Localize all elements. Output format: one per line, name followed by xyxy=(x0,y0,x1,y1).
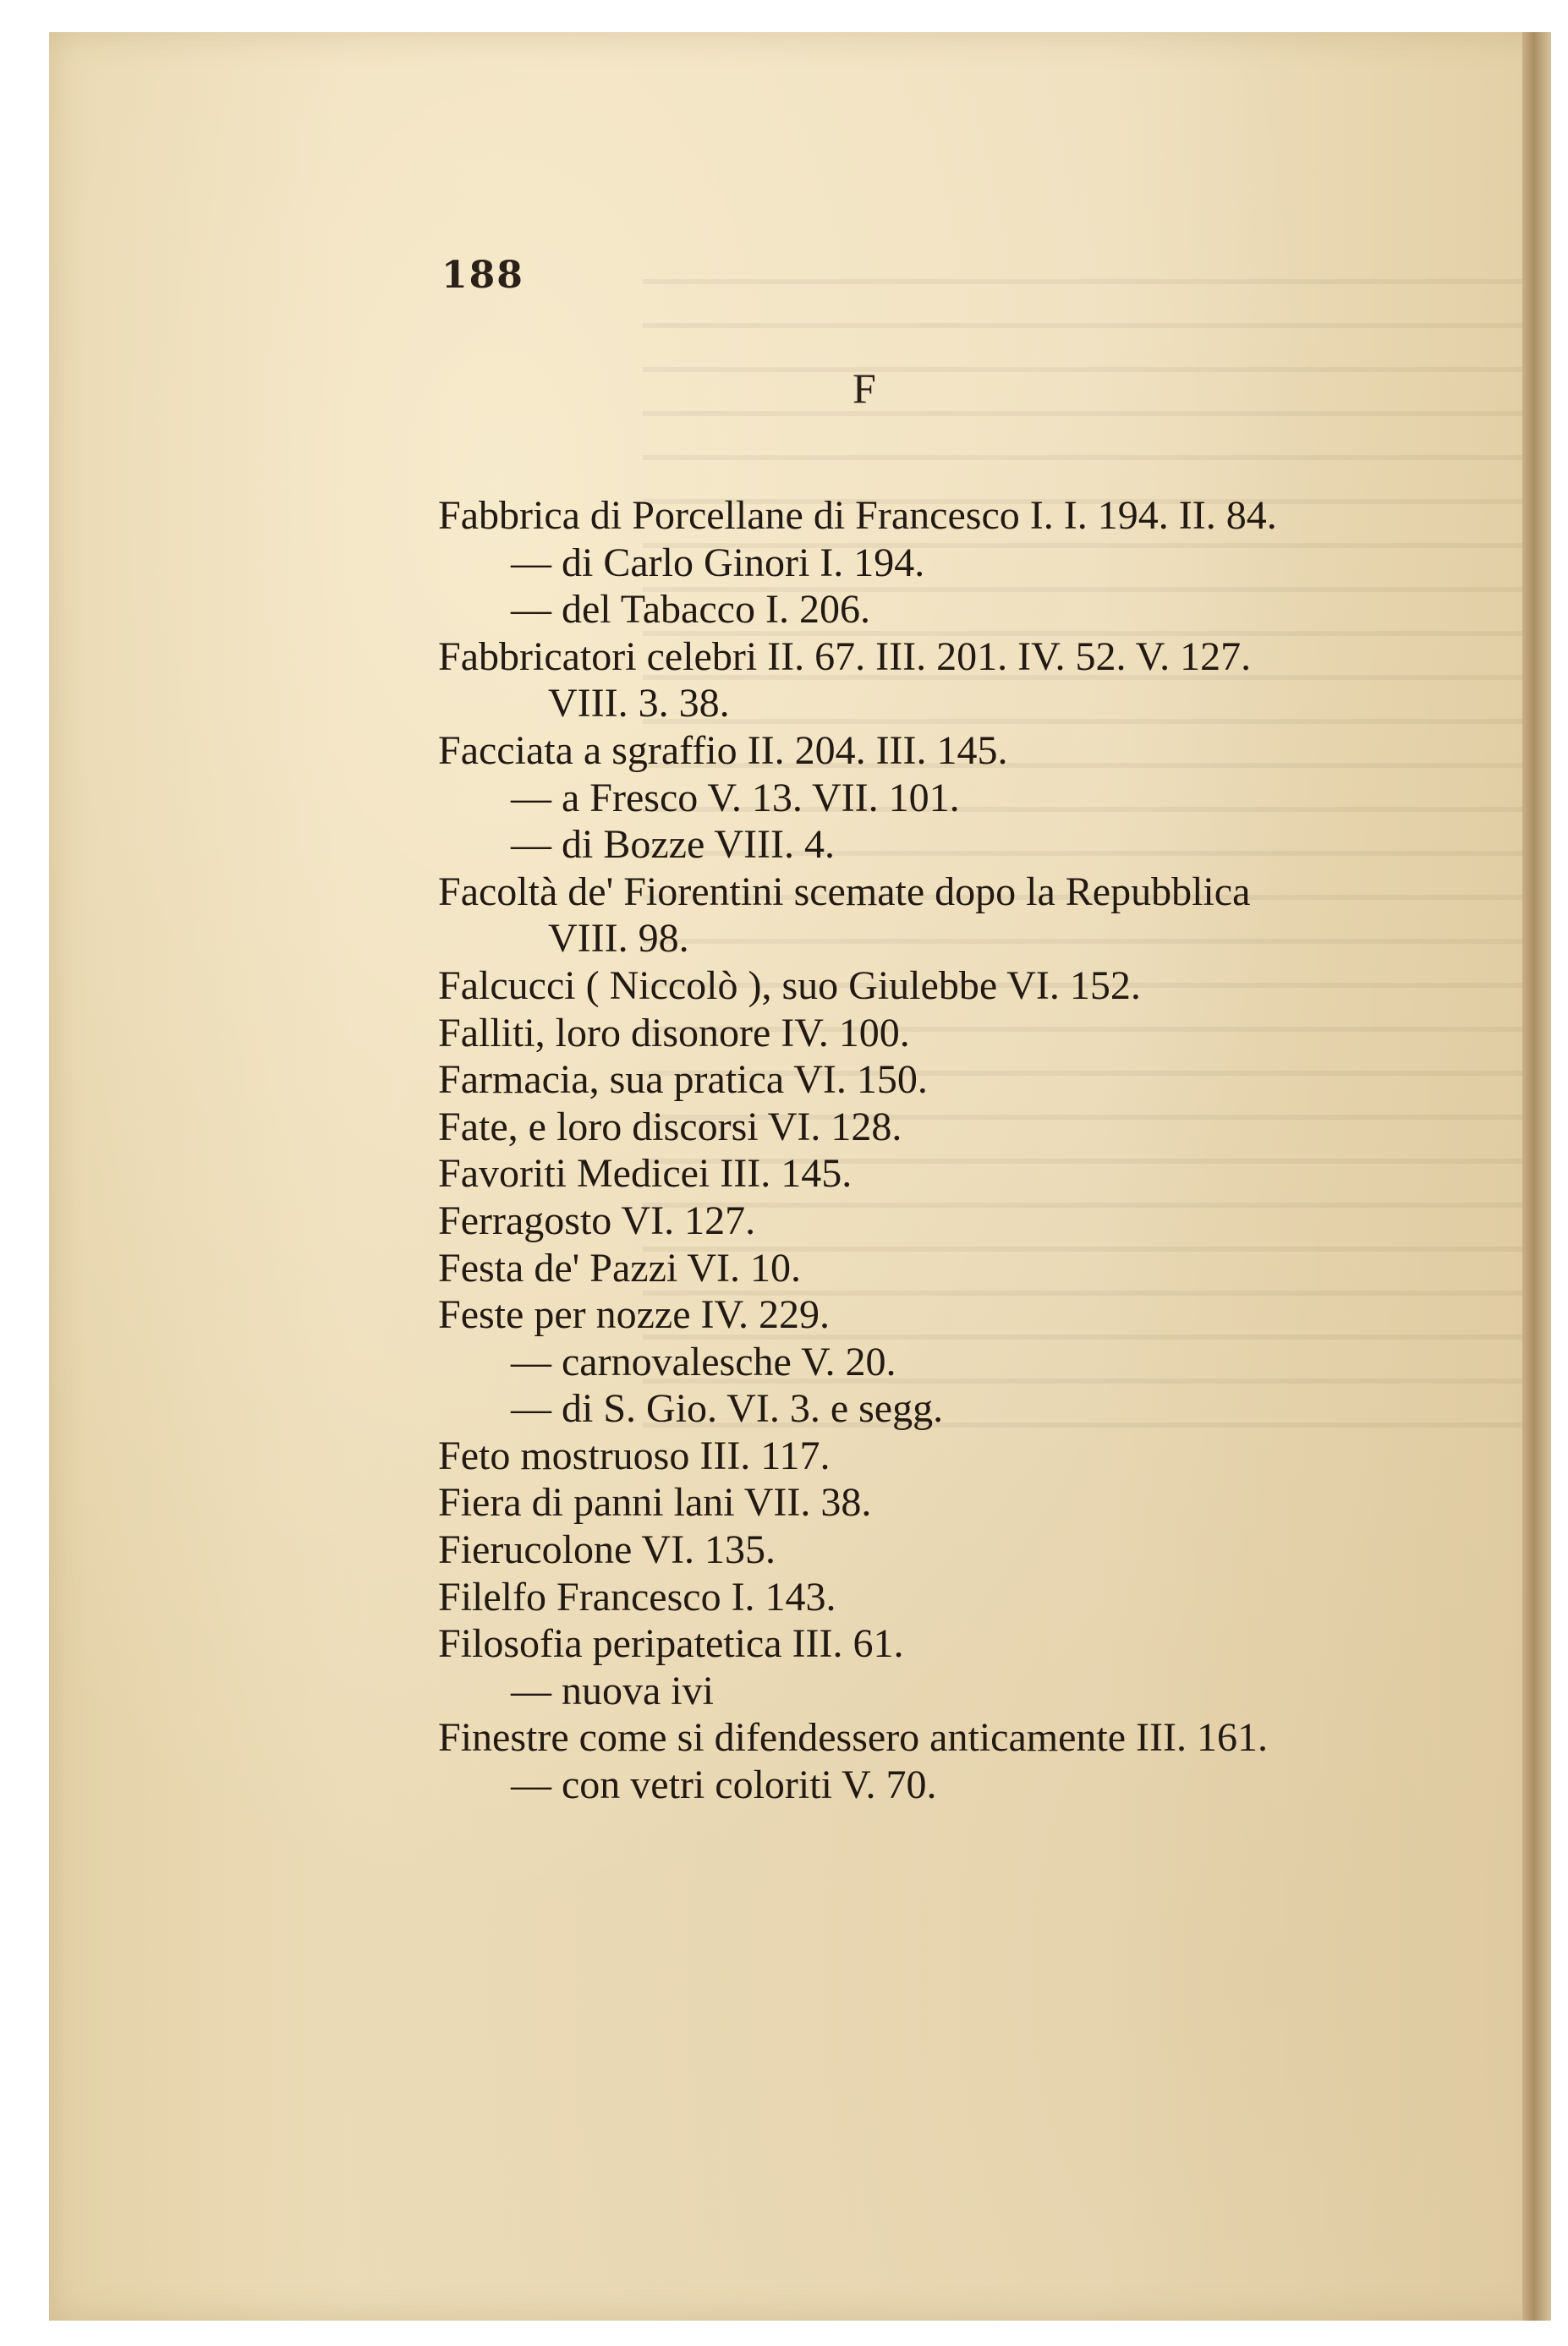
index-entry: Filosofia peripatetica III. 61. xyxy=(438,1621,904,1667)
index-entry: Fate, e loro discorsi VI. 128. xyxy=(438,1104,902,1149)
index-entry: Fabbricatori celebri II. 67. III. 201. IV. 52. V. 127. xyxy=(438,633,1252,679)
index-subentry: — di S. Gio. VI. 3. e segg. xyxy=(511,1386,944,1432)
index-subentry: — nuova ivi xyxy=(511,1668,714,1713)
index-entry: Falliti, loro disonore IV. 100. xyxy=(438,1010,910,1055)
index-entry-continuation: VIII. 98. xyxy=(548,916,689,962)
index-entry: Feste per nozze IV. 229. xyxy=(438,1292,830,1338)
index-entry: Falcucci ( Niccolò ), suo Giulebbe VI. 152. xyxy=(438,962,1141,1008)
index-entry: Fiera di panni lani VII. 38. xyxy=(438,1480,872,1526)
page-number: 188 xyxy=(441,254,524,297)
index-entry: Facoltà de' Fiorentini scemate dopo la Repubblica xyxy=(438,869,1251,914)
index-subentry: — di Bozze VIII. 4. xyxy=(511,822,836,868)
index-entry: Facciata a sgraffio II. 204. III. 145. xyxy=(438,727,1008,773)
index-entries xyxy=(438,492,1377,1809)
index-subentry: — con vetri coloriti V. 70. xyxy=(511,1762,937,1808)
index-entry: Fierucolone VI. 135. xyxy=(438,1527,776,1573)
section-letter: F xyxy=(853,365,876,412)
index-subentry: — a Fresco V. 13. VII. 101. xyxy=(511,775,960,820)
index-entry-continuation: VIII. 3. 38. xyxy=(548,681,730,726)
index-subentry: — del Tabacco I. 206. xyxy=(511,587,870,633)
page-gutter xyxy=(1522,32,1551,2321)
index-entry: Ferragosto VI. 127. xyxy=(438,1198,756,1243)
index-entry: Fabbrica di Porcellane di Francesco I. I. 194. II. 84. xyxy=(438,493,1277,538)
index-entry: Feto mostruoso III. 117. xyxy=(438,1433,831,1478)
index-entry: Finestre come si difendessero anticamente III. 161. xyxy=(438,1715,1268,1761)
index-entry: Favoriti Medicei III. 145. xyxy=(438,1151,853,1197)
index-subentry: — carnovalesche V. 20. xyxy=(511,1339,896,1384)
index-entry: Filelfo Francesco I. 143. xyxy=(438,1574,836,1620)
index-subentry: — di Carlo Ginori I. 194. xyxy=(511,540,925,585)
index-entry: Farmacia, sua pratica VI. 150. xyxy=(438,1057,928,1103)
index-entry: Festa de' Pazzi VI. 10. xyxy=(438,1245,801,1291)
